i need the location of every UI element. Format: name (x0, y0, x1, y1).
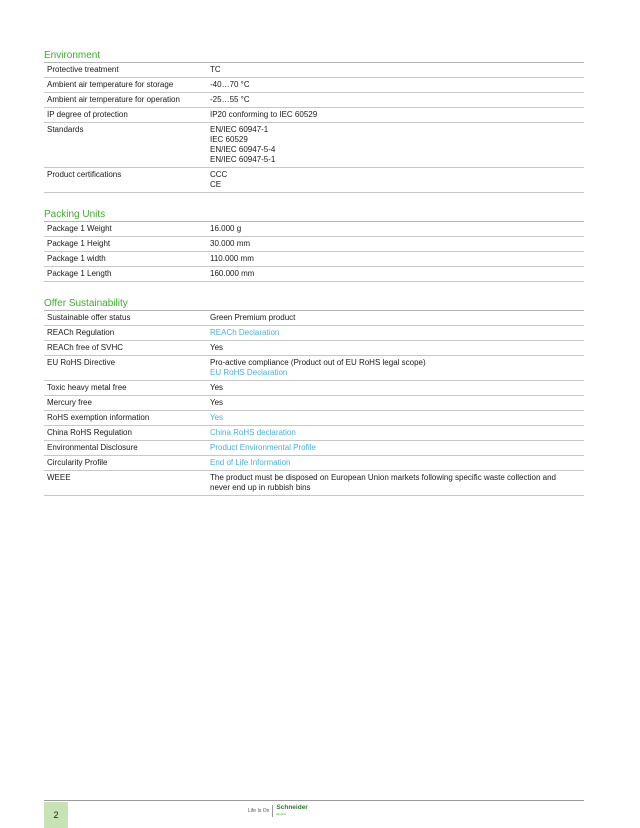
table-row (44, 456, 584, 471)
spec-value (204, 411, 584, 426)
table-row (44, 326, 584, 341)
spec-label: Sustainable offer status (44, 311, 204, 326)
spec-label: Environmental Disclosure (44, 441, 204, 456)
table-row (44, 411, 584, 426)
table-row (44, 108, 584, 123)
document-link[interactable]: End of Life Information (210, 458, 291, 467)
document-link[interactable]: Yes (210, 413, 224, 422)
spec-value-line: TC (210, 65, 221, 74)
spec-label: China RoHS Regulation (44, 426, 204, 441)
spec-value-line: Pro-active compliance (Product out of EU RoHS legal scope) (210, 358, 426, 367)
spec-value (204, 396, 584, 411)
table-row (44, 168, 584, 193)
table-row (44, 63, 584, 78)
table-row (44, 356, 584, 381)
spec-value-line: -25…55 °C (210, 95, 250, 104)
brand-logo (248, 805, 308, 817)
spec-value-line: 110.000 mm (210, 254, 254, 263)
spec-label: Ambient air temperature for operation (44, 93, 204, 108)
table-row (44, 341, 584, 356)
section-offer-sustainability (44, 298, 584, 496)
table-row (44, 267, 584, 282)
brand-name: Schneider (276, 804, 308, 811)
spec-value-line: CE (210, 180, 222, 189)
spec-value-line: EN/IEC 60947-5-4 (210, 145, 276, 154)
section-title: Packing Units (44, 209, 106, 220)
spec-label: Standards (44, 123, 204, 168)
spec-label: REACh Regulation (44, 326, 204, 341)
spec-value (204, 168, 584, 193)
spec-label: Package 1 Weight (44, 222, 204, 237)
spec-label: IP degree of protection (44, 108, 204, 123)
spec-label: WEEE (44, 471, 204, 496)
spec-value-line: The product must be disposed on European Union markets following specific waste collection and (210, 473, 556, 482)
brand-sub: Electric (276, 812, 287, 816)
table-row (44, 396, 584, 411)
spec-label: Circularity Profile (44, 456, 204, 471)
spec-value (204, 341, 584, 356)
spec-label: REACh free of SVHC (44, 341, 204, 356)
spec-value-line: EN/IEC 60947-1 (210, 125, 269, 134)
table-row (44, 381, 584, 396)
spec-label: Product certifications (44, 168, 204, 193)
spec-value-line: 160.000 mm (210, 269, 255, 278)
table-row (44, 471, 584, 496)
document-link[interactable]: REACh Declaration (210, 328, 280, 337)
spec-value (204, 93, 584, 108)
footer-divider (44, 800, 584, 801)
spec-value-line: -40…70 °C (210, 80, 250, 89)
spec-label: Ambient air temperature for storage (44, 78, 204, 93)
schneider-logo (276, 805, 307, 817)
spec-page (44, 50, 584, 512)
spec-value-line: 30.000 mm (210, 239, 251, 248)
spec-value-line: Yes (210, 383, 224, 392)
section-title: Environment (44, 50, 101, 61)
spec-value (204, 381, 584, 396)
table-row (44, 123, 584, 168)
spec-label: Package 1 Length (44, 267, 204, 282)
section-packing-units (44, 209, 584, 282)
spec-value (204, 222, 584, 237)
spec-value (204, 456, 584, 471)
spec-value-line: IP20 conforming to IEC 60529 (210, 110, 318, 119)
table-row (44, 426, 584, 441)
brand-tagline: Life Is On (248, 808, 270, 814)
spec-label: Package 1 Height (44, 237, 204, 252)
spec-label: RoHS exemption information (44, 411, 204, 426)
spec-value-line: CCC (210, 170, 228, 179)
spec-value (204, 356, 584, 381)
spec-value (204, 63, 584, 78)
document-link[interactable]: China RoHS declaration (210, 428, 296, 437)
spec-value-line: 16.000 g (210, 224, 242, 233)
spec-value (204, 252, 584, 267)
spec-value (204, 123, 584, 168)
spec-value-line: Yes (210, 343, 224, 352)
table-row (44, 222, 584, 237)
spec-value-line: IEC 60529 (210, 135, 248, 144)
spec-value-line: EN/IEC 60947-5-1 (210, 155, 276, 164)
spec-table (44, 310, 584, 496)
page-number: 2 (44, 802, 68, 828)
table-row (44, 441, 584, 456)
spec-label: Toxic heavy metal free (44, 381, 204, 396)
table-row (44, 78, 584, 93)
spec-value-line: Yes (210, 398, 224, 407)
spec-value (204, 78, 584, 93)
spec-value-line: never end up in rubbish bins (210, 483, 311, 492)
spec-label: EU RoHS Directive (44, 356, 204, 381)
spec-label: Protective treatment (44, 63, 204, 78)
spec-value (204, 326, 584, 341)
spec-value (204, 108, 584, 123)
document-link[interactable]: Product Environmental Profile (210, 443, 316, 452)
table-row (44, 237, 584, 252)
table-row (44, 93, 584, 108)
spec-value (204, 441, 584, 456)
spec-label: Package 1 width (44, 252, 204, 267)
spec-value (204, 426, 584, 441)
spec-value (204, 311, 584, 326)
spec-table (44, 221, 584, 282)
spec-value (204, 267, 584, 282)
brand-separator (272, 805, 273, 817)
spec-value (204, 471, 584, 496)
table-row (44, 311, 584, 326)
section-environment (44, 50, 584, 193)
table-row (44, 252, 584, 267)
spec-table (44, 62, 584, 193)
spec-value (204, 237, 584, 252)
section-title: Offer Sustainability (44, 298, 128, 309)
document-link[interactable]: EU RoHS Declaration (210, 368, 288, 377)
spec-label: Mercury free (44, 396, 204, 411)
spec-value-line: Green Premium product (210, 313, 296, 322)
